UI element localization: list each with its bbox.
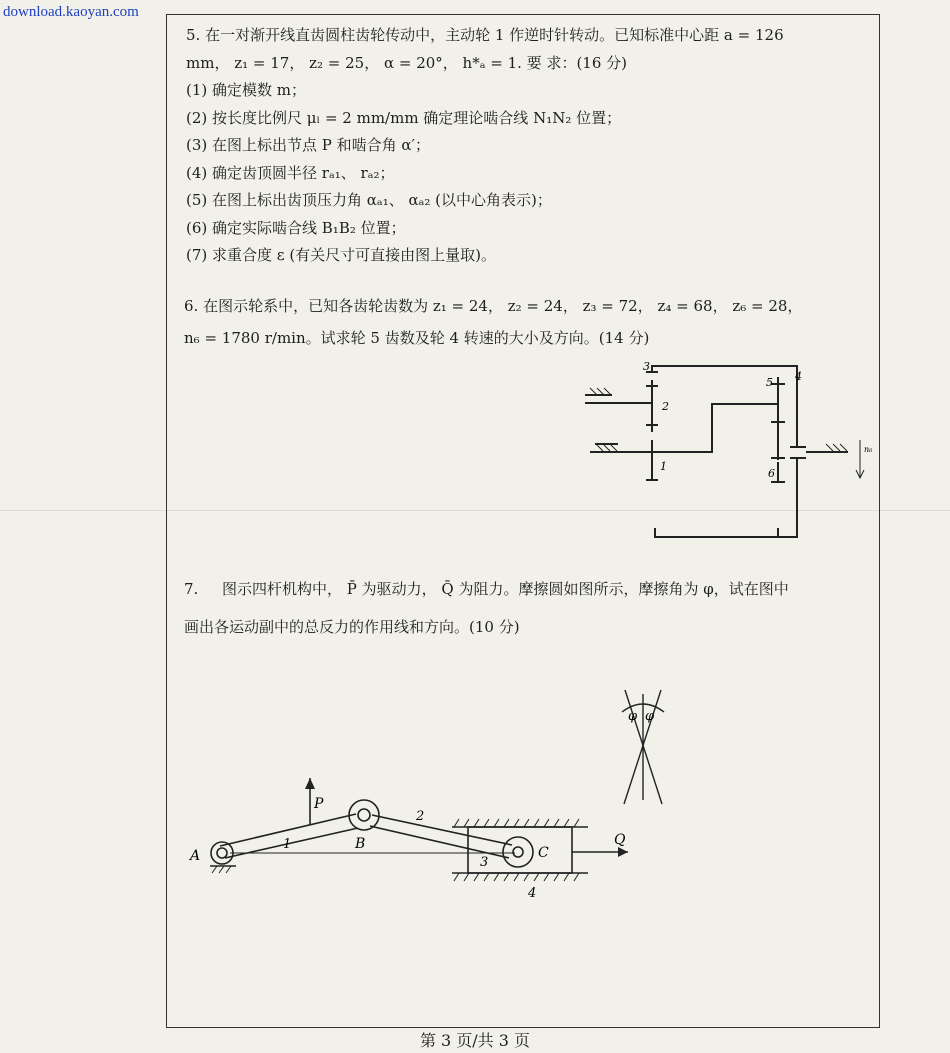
link-label-1: 1 bbox=[283, 837, 292, 852]
gear-label-4: 4 bbox=[795, 370, 802, 383]
gear-label-5: 5 bbox=[766, 376, 773, 389]
q5-item-5: (5) 在图上标出齿顶压力角 αₐ₁、 αₐ₂ (以中心角表示)； bbox=[186, 191, 552, 209]
four-bar-mechanism-figure bbox=[180, 770, 640, 910]
link-label-2: 2 bbox=[416, 809, 425, 824]
joint-label-A: A bbox=[190, 848, 201, 864]
question-5 bbox=[186, 22, 876, 270]
gear-label-3: 3 bbox=[643, 360, 650, 373]
joint-label-B: B bbox=[355, 836, 366, 852]
q5-item-3: (3) 在图上标出节点 P 和啮合角 α′； bbox=[186, 136, 430, 154]
q5-item-2: (2) 按长度比例尺 μₗ = 2 mm/mm 确定理论啮合线 N₁N₂ 位置； bbox=[186, 108, 622, 127]
q7-number: 7. bbox=[184, 580, 199, 598]
q5-line-1: 5. 在一对渐开线直齿圆柱齿轮传动中，主动轮 1 作逆时针转动。已知标准中心距 a = 126 bbox=[186, 26, 784, 44]
source-watermark-link[interactable]: download.kaoyan.com bbox=[3, 4, 139, 20]
gear-label-2: 2 bbox=[662, 400, 669, 413]
joint-label-C: C bbox=[538, 845, 549, 861]
q5-item-7: (7) 求重合度 ε (有关尺寸可直接由图上量取)。 bbox=[186, 246, 497, 264]
q6-line-2: n₆ = 1780 r/min。试求轮 5 齿数及轮 4 转速的大小及方向。(14 分) bbox=[184, 329, 650, 347]
gear-label-6: 6 bbox=[768, 467, 775, 480]
force-label-P: P bbox=[314, 796, 324, 812]
page-number: 第 3 页/共 3 页 bbox=[419, 1031, 531, 1050]
phi-label-left: φ bbox=[628, 709, 638, 724]
q7-line-2: 画出各运动副中的总反力的作用线和方向。(10 分) bbox=[184, 618, 520, 636]
question-6 bbox=[184, 290, 874, 354]
question-7 bbox=[184, 570, 874, 646]
link-label-4: 4 bbox=[528, 886, 537, 901]
link-label-3: 3 bbox=[480, 855, 489, 870]
q5-line-2: mm， z₁ = 17， z₂ = 25， α = 20°， h*ₐ = 1. 要 求：(16 分) bbox=[186, 53, 628, 72]
speed-label-n6: n₆ bbox=[864, 445, 873, 454]
q5-item-6: (6) 确定实际啮合线 B₁B₂ 位置； bbox=[186, 218, 406, 237]
q7-line-1 bbox=[184, 570, 874, 608]
q7-text-1: 图示四杆机构中， P̄ 为驱动力， Q̄ 为阻力。摩擦圆如图所示，摩擦角为 φ，试在图中 bbox=[222, 580, 789, 598]
q5-item-1: (1) 确定模数 m； bbox=[186, 81, 307, 99]
phi-label-right: φ bbox=[645, 709, 655, 724]
force-label-Q: Q bbox=[614, 832, 626, 848]
q6-line-1: 6. 在图示轮系中，已知各齿轮齿数为 z₁ = 24， z₂ = 24， z₃ = 72， z₄ = 68， z₆ = 28， bbox=[184, 297, 803, 315]
gear-label-1: 1 bbox=[660, 460, 667, 473]
q5-item-4: (4) 确定齿顶圆半径 rₐ₁、 rₐ₂； bbox=[186, 163, 395, 182]
gear-train-figure bbox=[560, 355, 880, 545]
